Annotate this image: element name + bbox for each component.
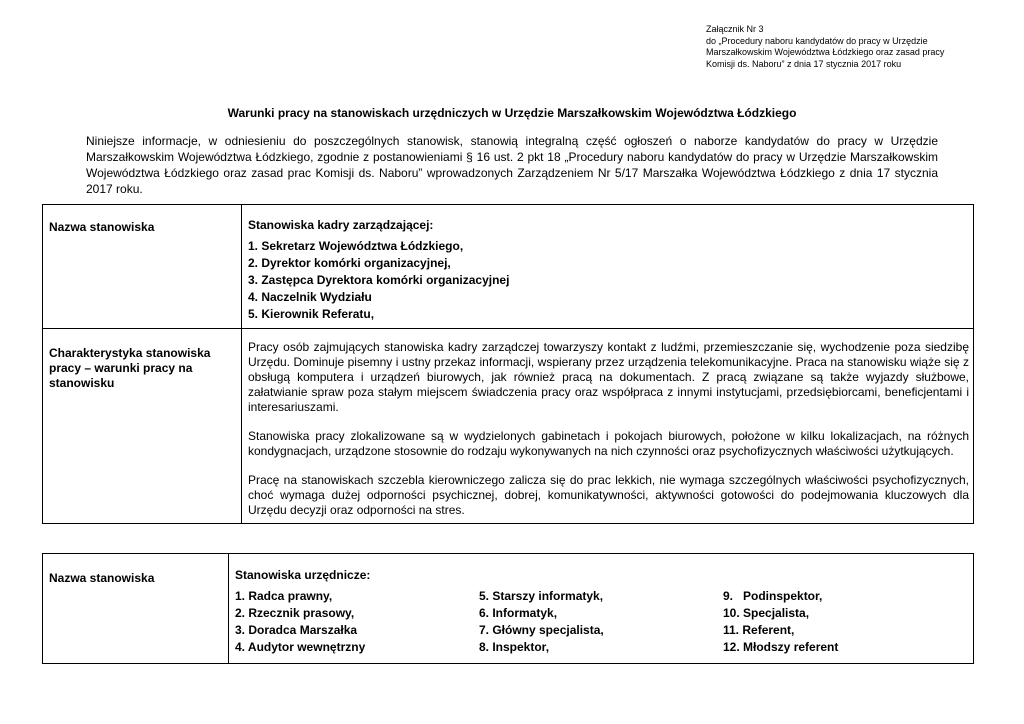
list-item: 3. Zastępca Dyrektora komórki organizacyjnej [248, 273, 510, 287]
positions-heading: Stanowiska urzędnicze: [235, 568, 371, 582]
row-label-cell [43, 205, 242, 329]
list-item: 1. Radca prawny, [235, 589, 333, 603]
row-label-cell [43, 329, 242, 524]
table-row [43, 554, 974, 664]
annex-header [706, 24, 1006, 70]
characteristics-paragraph: Pracę na stanowiskach szczebla kierowniczego zalicza się do prac lekkich, nie wymaga szczególnych właściwości psychofizycznych, choć wymaga dużej odporności psychicznej, dobrej, komunikatywności, aktywności gotowości do podejmowania kluczowych dla Urzędu decyzji oraz odporności na stres. [248, 473, 969, 517]
positions-list [248, 238, 967, 323]
characteristics-paragraph: Stanowiska pracy zlokalizowane są w wydzielonych gabinetach i pokojach biurowych, położone w kilku lokalizacjach, na różnych kondygnacjach, urządzone stosownie do rodzaju wykonywanych na nich czynności oraz psychofizycznych właściwości użytkujących. [248, 429, 969, 458]
annex-line: do „Procedury naboru kandydatów do pracy w Urzędzie [706, 35, 928, 46]
positions-cell [229, 554, 974, 664]
document-title: Warunki pracy na stanowiskach urzędniczych w Urzędzie Marszałkowskim Województwa Łódzkiego [227, 106, 797, 120]
list-item: 12. Młodszy referent [723, 640, 839, 654]
table-row [43, 329, 974, 524]
positions-column [723, 588, 967, 656]
positions-column [479, 588, 723, 656]
intro-paragraph: Niniejsze informacje, w odniesieniu do poszczególnych stanowisk, stanowią integralną część ogłoszeń o naborze kandydatów do pracy w Urzędzie Marszałkowskim Województwa Łódzkiego, zgodnie z postanowieniami § 16 ust. 2 pkt 18 „Procedury naboru kandydatów do pracy w Urzędzie Marszałkowskim Województwa Łódzkiego oraz zasad prac Komisji ds. Naboru” wprowadzonych Zarządzeniem Nr 5/17 Marszałka Województwa Łódzkiego z dnia 17 stycznia 2017 roku. [86, 134, 938, 196]
positions-heading: Stanowiska kadry zarządzającej: [248, 218, 434, 232]
list-item: 9. Podinspektor, [723, 589, 823, 603]
list-item: 5. Kierownik Referatu, [248, 307, 375, 321]
row-label: Nazwa stanowiska [49, 220, 155, 234]
list-item: 5. Starszy informatyk, [479, 589, 604, 603]
list-item: 7. Główny specjalista, [479, 623, 604, 637]
positions-column [235, 588, 479, 656]
row-label-cell [43, 554, 229, 664]
characteristics-cell [242, 329, 974, 524]
positions-columns [235, 588, 967, 656]
annex-line: Załącznik Nr 3 [706, 24, 764, 34]
list-item: 2. Dyrektor komórki organizacyjnej, [248, 256, 451, 270]
annex-line: Komisji ds. Naboru” z dnia 17 stycznia 2017 roku [706, 58, 902, 69]
list-item: 1. Sekretarz Województwa Łódzkiego, [248, 239, 464, 253]
list-item: 2. Rzecznik prasowy, [235, 606, 355, 620]
table-row [43, 205, 974, 329]
list-item: 10. Specjalista, [723, 606, 810, 620]
management-positions-table [42, 204, 974, 524]
characteristics-paragraph: Pracy osób zajmujących stanowiska kadry zarządczej towarzyszy kontakt z ludźmi, przemieszczanie się, wychodzenie poza siedzibę Urzędu. Dominuje pisemny i ustny przekaz informacji, wspierany przez urządzenia telekomunikacyjne. Praca na stanowisku wiąże się z obsługą komputera i urządzeń biurowych, jak również pracą na dokumentach. Z pracą związane są także wyjazdy służbowe, załatwianie spraw poza stałym miejscem świadczenia pracy oraz współpraca z innymi instytucjami, przedsiębiorcami, beneficjentami i interesariuszami. [248, 340, 969, 414]
positions-cell [242, 205, 974, 329]
list-item: 4. Audytor wewnętrzny [235, 640, 366, 654]
list-item: 11. Referent, [723, 623, 795, 637]
list-item: 4. Naczelnik Wydziału [248, 290, 372, 304]
list-item: 6. Informatyk, [479, 606, 558, 620]
list-item: 8. Inspektor, [479, 640, 550, 654]
row-label: Nazwa stanowiska [49, 571, 155, 585]
clerical-positions-table [42, 553, 974, 664]
annex-line: Marszałkowskim Województwa Łódzkiego oraz zasad pracy [706, 47, 945, 57]
row-label: Charakterystyka stanowiska pracy – warunki pracy na stanowisku [49, 346, 211, 390]
list-item: 3. Doradca Marszałka [235, 623, 358, 637]
